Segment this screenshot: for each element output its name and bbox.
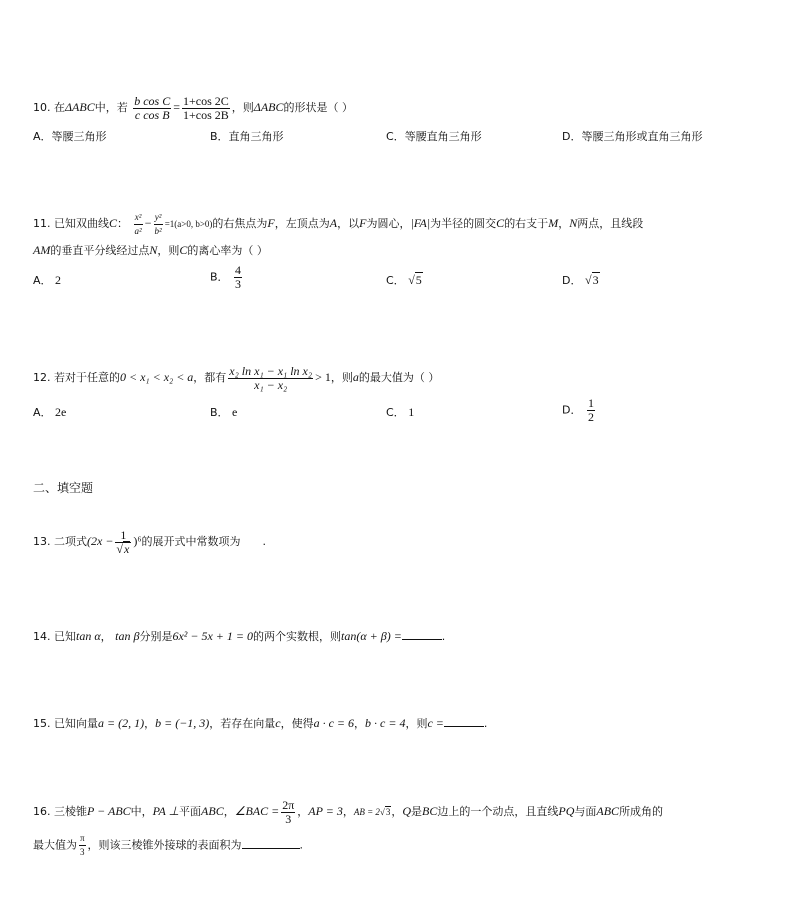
section-heading-fill-in: 二、填空题 (33, 481, 94, 495)
question-16-line-2: 最大值为 $\frac{\pi}{3}$ ，则该三棱锥外接球的表面积为 . (33, 833, 304, 857)
question-16: 16. 三棱锥P − ABC中，PA ⊥平面ABC，∠BAC = $\frac{2\pi}{3}$ ，AP = 3，AB = 2√3，Q是BC边上的一个动点，且直线PQ与面ABC所成角的 (33, 797, 664, 826)
q16-answer-blank[interactable] (242, 838, 300, 849)
q10-option-d: D．等腰三角形或直角三角形 (562, 130, 703, 143)
q15-number: 15. (33, 717, 51, 730)
question-11-line-2: AM的垂直平分线经过点N，则C的离心率为（ ） (33, 243, 268, 257)
q11-option-d: D． √3 (562, 273, 599, 287)
q11-option-c: C． √5 (386, 273, 422, 287)
q11-option-a: A． 2 (33, 273, 62, 287)
q10-lhs-fraction: $\frac{\text{b cos C}}{\text{c cos B}}$ (134, 93, 171, 122)
q10-option-a: A．等腰三角形 (33, 130, 107, 143)
q10-option-c: C．等腰直角三角形 (386, 130, 482, 143)
q11-option-b: B． $\frac{4}{3}$ (210, 263, 242, 291)
question-11: 11. 已知双曲线C： $\frac{\text{x²}}{\text{a²}}$ − $\frac{\text{y²}}{\text{b²}}$ =1(a>0, b>0)的右焦点为F，左顶点为A，以F为圆心，|FA|为半径的圆交C的右支于M，N两点，且线段 (33, 211, 644, 236)
q12-option-a: A． 2e (33, 405, 67, 419)
question-12: 12. 若对于任意的0 < x₁ < x₂ < a，都有 $\frac{\text{x₂ ln x₁ − x₁ ln x₂}}{\text{x₁ − x₂}}$ > 1，则a的最大值为（ ） (33, 363, 440, 392)
q12-option-d: D． $\frac{1}{2}$ (562, 396, 594, 424)
q10-option-b: B．直角三角形 (210, 130, 284, 143)
q13-number: 13. (33, 535, 51, 548)
q12-option-b: B． e (210, 405, 238, 419)
q15-answer-blank[interactable] (444, 716, 484, 727)
question-15: 15. 已知向量a = (2, 1)，b = (−1, 3)，若存在向量c，使得a · c = 6，b · c = 4，则c = . (33, 716, 488, 730)
q14-answer-blank[interactable] (402, 629, 442, 640)
q10-rhs-fraction: $\frac{1+\cos 2C}{1+\cos 2B}$ (183, 93, 229, 122)
q12-number: 12. (33, 371, 51, 384)
q10-number: 10. (33, 101, 51, 114)
q12-option-c: C． 1 (386, 405, 415, 419)
question-14: 14. 已知tan α， tan β分别是6x² − 5x + 1 = 0的两个实数根，则tan(α + β) = . (33, 629, 446, 643)
q14-number: 14. (33, 630, 51, 643)
q16-number: 16. (33, 805, 51, 818)
question-10: 10. 在ΔABC中，若 $\frac{\text{b cos C}}{\text{c cos B}}$ = $\frac{1+\cos 2C}{1+\cos 2B}$ ，则ΔABC的形状是（ ） (33, 93, 353, 122)
q11-number: 11. (33, 217, 51, 230)
question-13: 13. 二项式(2x − $\frac{1}{√x}$ )⁶的展开式中常数项为 . (33, 527, 267, 556)
